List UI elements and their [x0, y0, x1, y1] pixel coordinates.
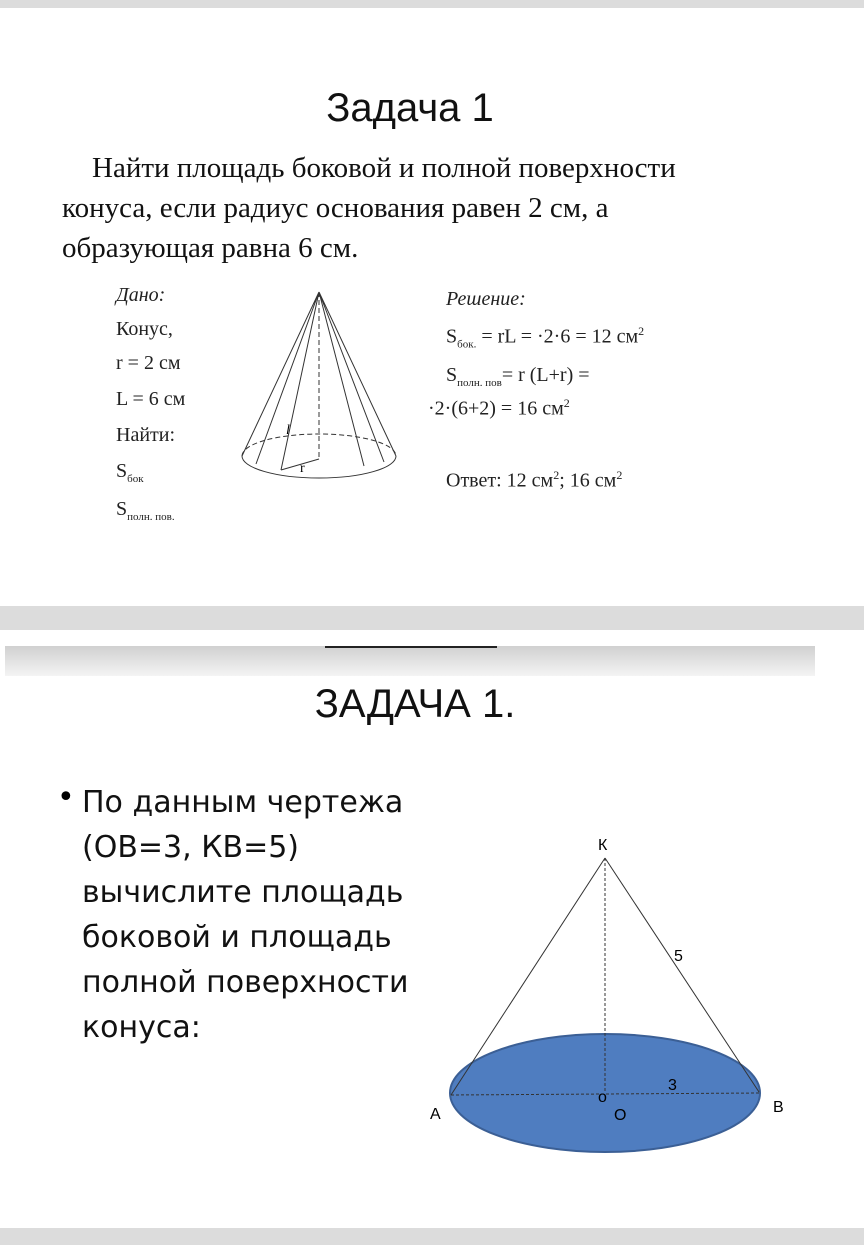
- slide-1: [0, 8, 864, 606]
- given-item: Найти:: [116, 424, 176, 446]
- solution-line-3: ·2·(6+2) = 16 $см^2$: [428, 396, 570, 420]
- slide-1-title: Задача 1: [326, 86, 494, 130]
- find-s-lateral: $S_{бок}$: [116, 460, 144, 485]
- slide-2: [0, 630, 864, 1228]
- given-item: r = 2 см: [116, 352, 181, 374]
- given-heading: Дано:: [116, 284, 166, 306]
- r-label: r: [300, 461, 305, 476]
- label-radius: 3: [668, 1077, 677, 1094]
- problem-text: Найти площадь боковой и полной поверхности конуса, если радиус основания равен 2 см, а образующая равна 6 см.: [62, 152, 676, 264]
- find-s-total: $S_{полн. пов.}$: [116, 498, 175, 523]
- solution-line-2: $S_{полн. пов}= r$ (L+r) =: [446, 364, 590, 389]
- solution-heading: Решение:: [446, 288, 526, 310]
- slide-2-title: ЗАДАЧА 1.: [314, 682, 516, 726]
- label-k: К: [598, 837, 608, 854]
- bullet-icon: •: [57, 780, 75, 815]
- label-slant: 5: [674, 948, 683, 965]
- solution-line-1: $S_{бок.}$ = rL = ·2·6 = 12 $см^2$: [446, 324, 645, 351]
- label-o: О: [614, 1107, 627, 1124]
- given-item: L = 6 см: [116, 388, 186, 410]
- label-a: А: [430, 1106, 441, 1123]
- label-o-small: o: [598, 1089, 607, 1106]
- l-label: l: [286, 423, 290, 438]
- task-text: По данным чертежа (ОВ=3, КВ=5) вычислите площадь боковой и площадь полной поверхности конуса:: [82, 785, 409, 1045]
- slide-header-bar: [5, 646, 815, 676]
- cone-figure-1: [236, 284, 408, 494]
- given-item: Конус,: [116, 318, 173, 340]
- answer: Ответ: 12 $см^2$; 16 $см^2$: [446, 468, 623, 492]
- cone-figure-2: [420, 830, 800, 1160]
- label-b: В: [773, 1099, 784, 1116]
- divider: [325, 646, 497, 648]
